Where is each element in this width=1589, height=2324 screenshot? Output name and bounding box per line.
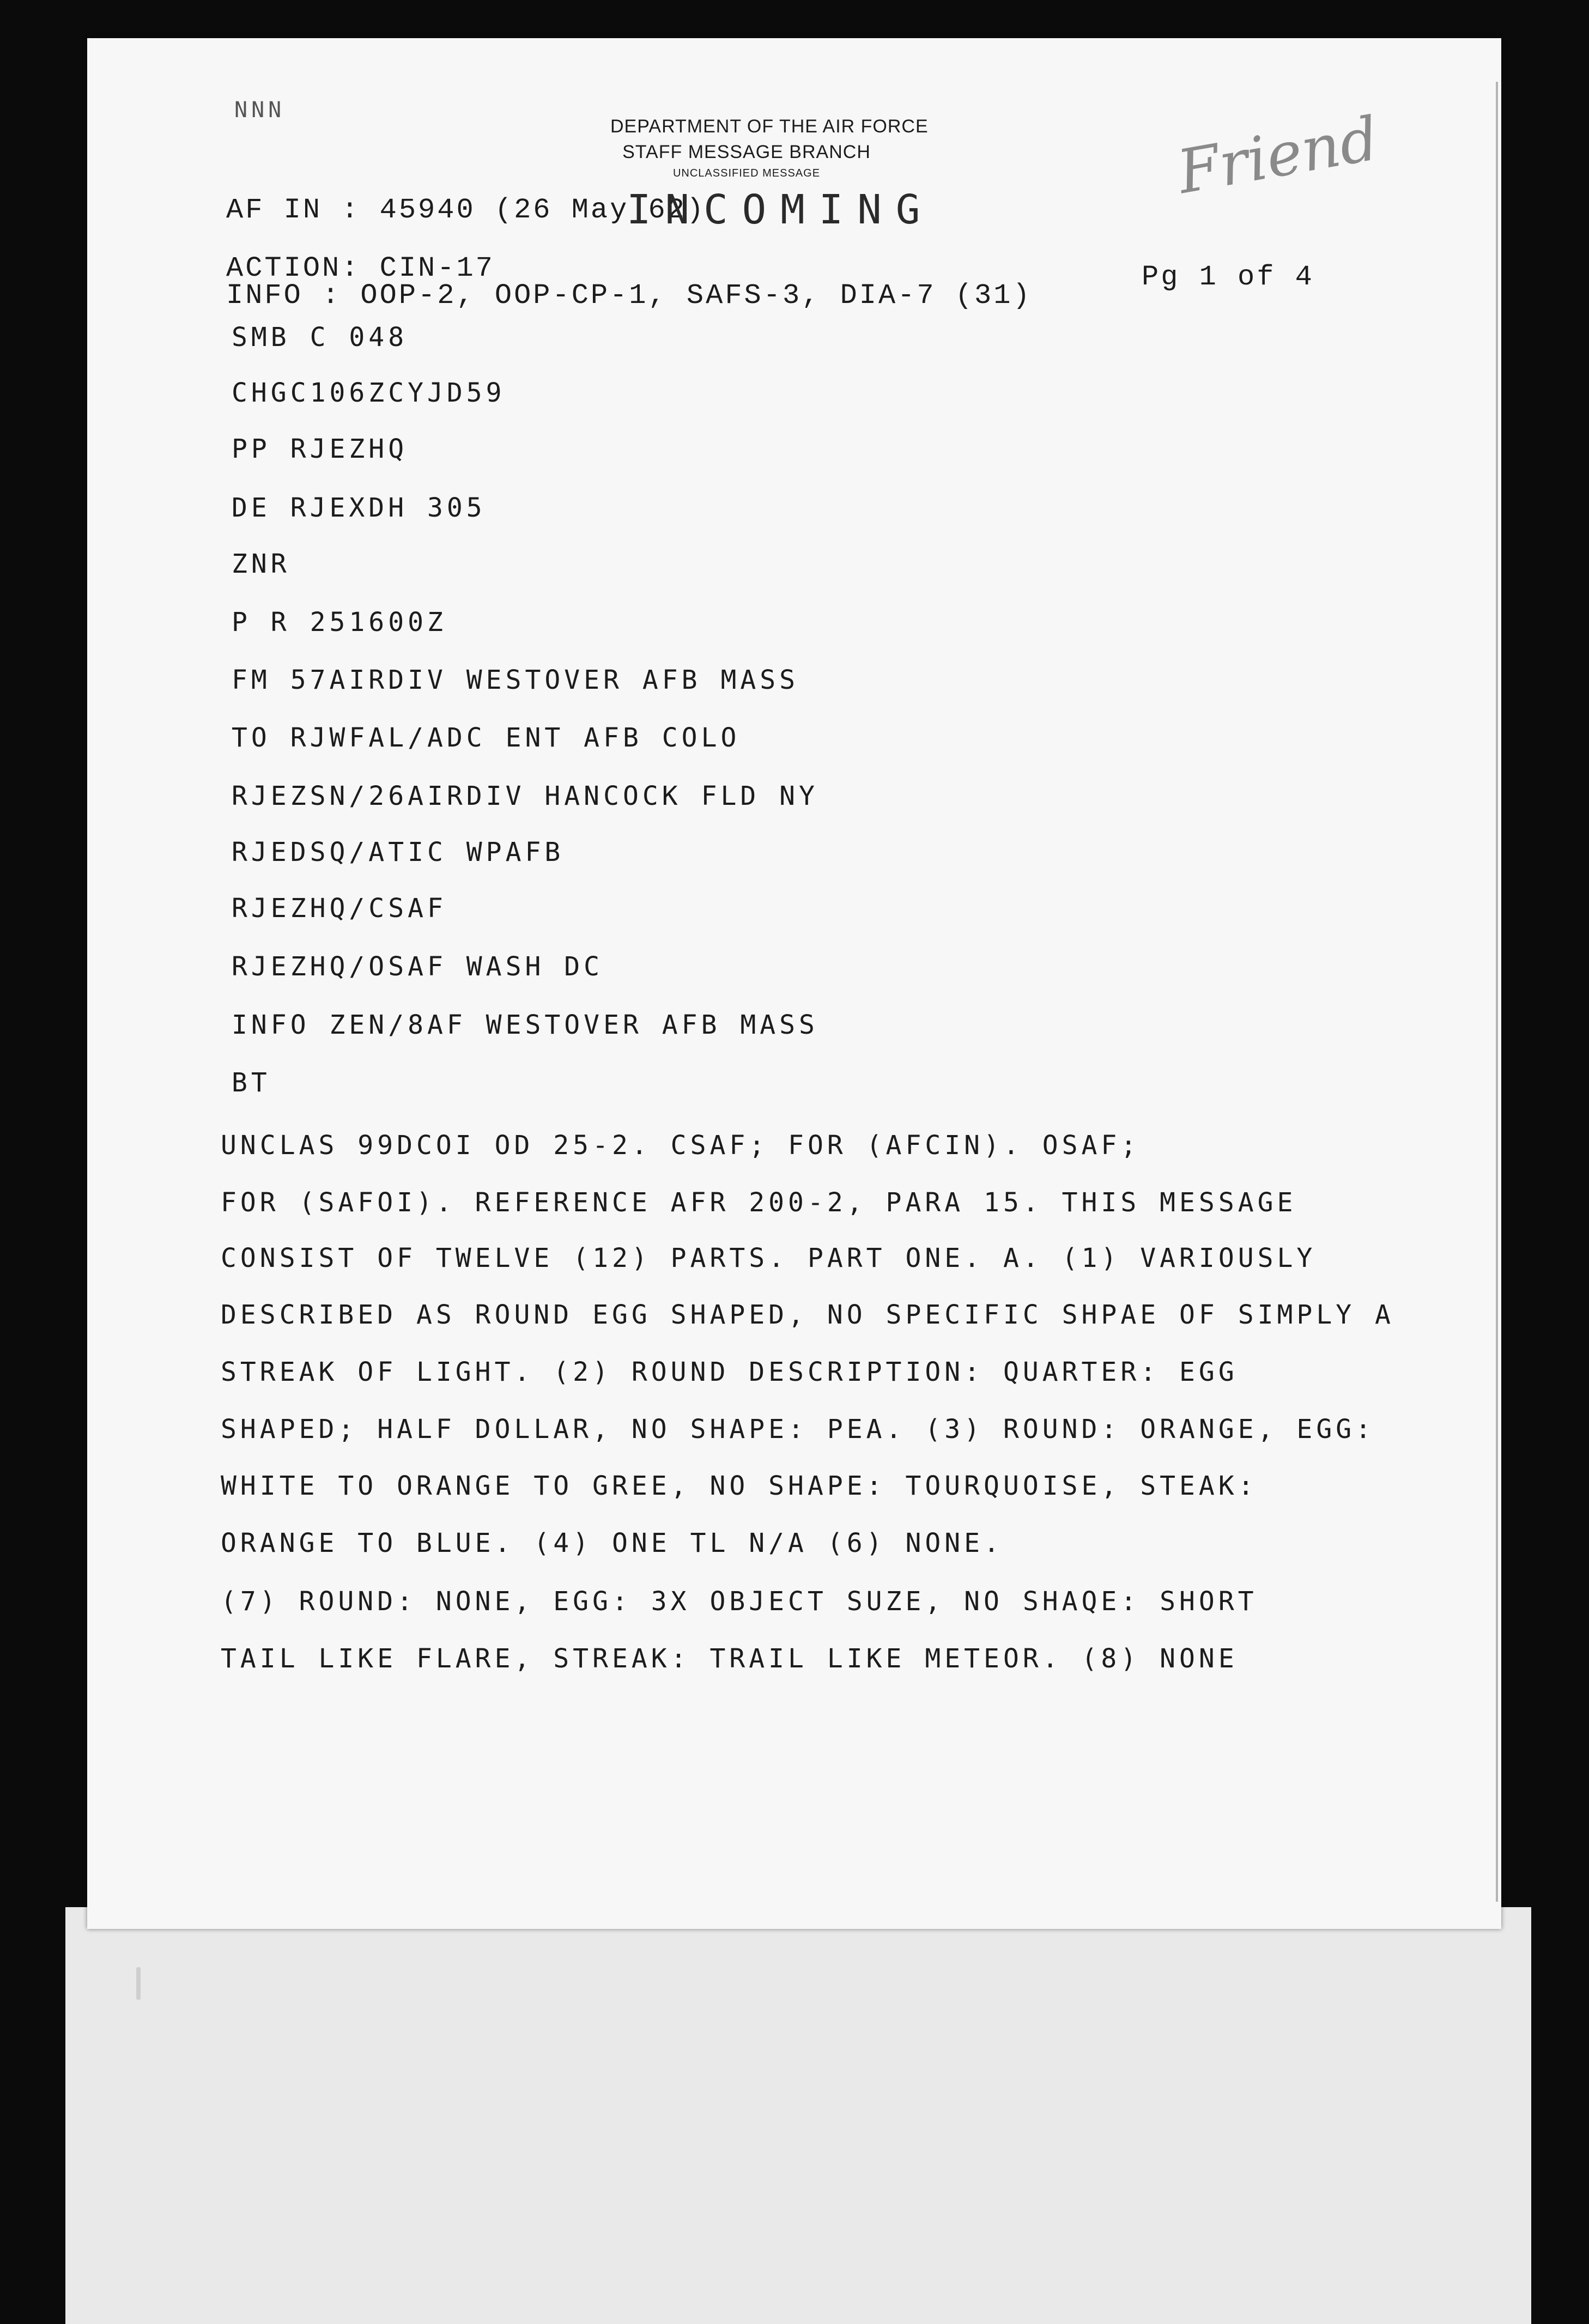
routing-line: PP RJEZHQ [232, 434, 408, 464]
body-line: FOR (SAFOI). REFERENCE AFR 200-2, PARA 15. THIS MESSAGE [221, 1187, 1297, 1218]
routing-line: INFO ZEN/8AF WESTOVER AFB MASS [232, 1010, 818, 1040]
routing-line: FM 57AIRDIV WESTOVER AFB MASS [232, 665, 799, 695]
film-mark [136, 1967, 141, 2000]
routing-line: RJEZSN/26AIRDIV HANCOCK FLD NY [232, 781, 818, 811]
body-line: TAIL LIKE FLARE, STREAK: TRAIL LIKE METEOR. (8) NONE [221, 1643, 1238, 1674]
action-line: ACTION: CIN-17 [226, 252, 495, 284]
body-line: (7) ROUND: NONE, EGG: 3X OBJECT SUZE, NO SHAQE: SHORT [221, 1586, 1258, 1617]
routing-line: RJEDSQ/ATIC WPAFB [232, 837, 565, 867]
body-line: STREAK OF LIGHT. (2) ROUND DESCRIPTION: QUARTER: EGG [221, 1357, 1238, 1387]
body-line: DESCRIBED AS ROUND EGG SHAPED, NO SPECIFIC SHPAE OF SIMPLY A [221, 1300, 1394, 1330]
incoming-stamp: INCOMING [627, 186, 935, 233]
message-page [87, 38, 1501, 1929]
body-line: SHAPED; HALF DOLLAR, NO SHAPE: PEA. (3) ROUND: ORANGE, EGG: [221, 1414, 1375, 1445]
routing-line: ZNR [232, 549, 290, 579]
routing-line: CHGC106ZCYJD59 [232, 378, 506, 408]
af-in-line: AF IN : 45940 (26 May 62) [226, 194, 706, 226]
routing-line: BT [232, 1067, 271, 1098]
routing-line: TO RJWFAL/ADC ENT AFB COLO [232, 723, 741, 753]
classification-label: UNCLASSIFIED MESSAGE [672, 167, 821, 179]
body-line: WHITE TO ORANGE TO GREE, NO SHAPE: TOURQUOISE, STEAK: [221, 1471, 1258, 1501]
info-line: INFO : OOP-2, OOP-CP-1, SAFS-3, DIA-7 (31) [226, 280, 1032, 312]
routing-line: DE RJEXDH 305 [232, 493, 486, 523]
body-line: CONSIST OF TWELVE (12) PARTS. PART ONE. A. (1) VARIOUSLY [221, 1243, 1317, 1273]
routing-line: P R 251600Z [232, 607, 447, 638]
page-indicator: Pg 1 of 4 [1142, 261, 1314, 293]
routing-line: RJEZHQ/CSAF [232, 893, 447, 924]
page-bottom-shadow [65, 1907, 1531, 2324]
branch-title: STAFF MESSAGE BRANCH [622, 142, 871, 162]
body-line: ORANGE TO BLUE. (4) ONE TL N/A (6) NONE. [221, 1528, 1003, 1558]
department-title: DEPARTMENT OF THE AIR FORCE [610, 116, 929, 137]
routing-line: SMB C 048 [232, 322, 408, 353]
header-code: NNN [234, 98, 286, 123]
handwritten-note: Friend [1172, 103, 1384, 208]
right-margin-line [1496, 82, 1498, 1902]
routing-line: RJEZHQ/OSAF WASH DC [232, 951, 604, 982]
body-line: UNCLAS 99DCOI OD 25-2. CSAF; FOR (AFCIN). OSAF; [221, 1130, 1141, 1161]
